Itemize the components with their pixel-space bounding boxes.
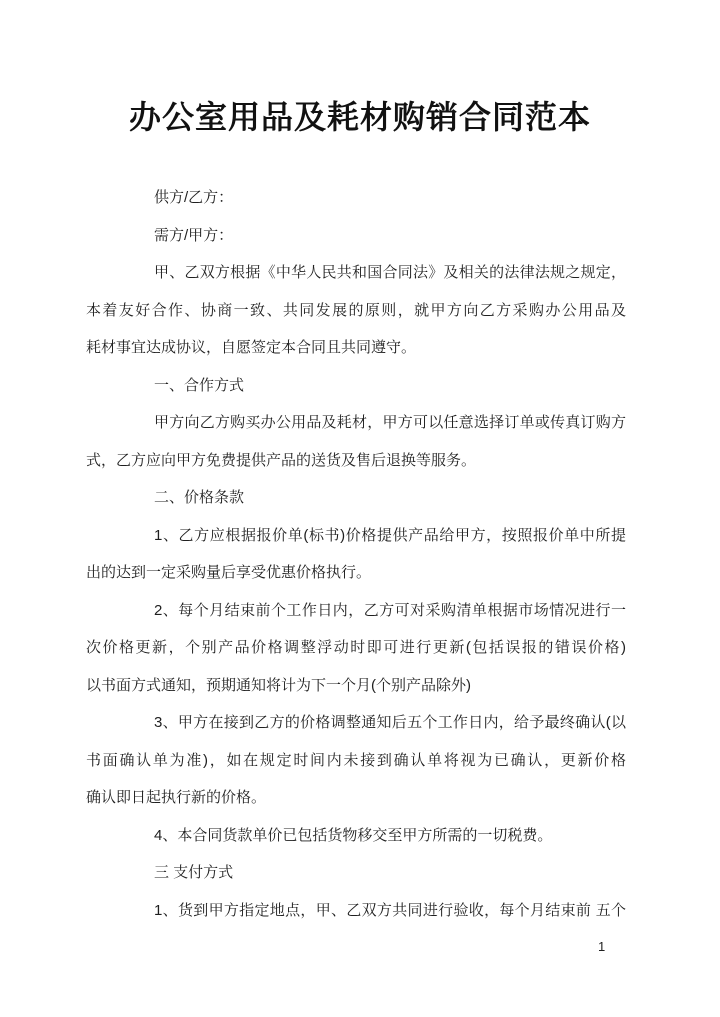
document-line: 确认即日起执行新的价格。 bbox=[86, 789, 267, 806]
document-body bbox=[86, 179, 626, 929]
document-line: 二、价格条款 bbox=[154, 489, 245, 506]
document-line: 以书面方式通知，预期通知将计为下一个月(个别产品除外) bbox=[86, 676, 471, 694]
document-line: 供方/乙方： bbox=[154, 189, 234, 206]
document-line: 3、甲方在接到乙方的价格调整通知后五个工作日内，给予最终确认(以 bbox=[154, 714, 626, 731]
document-line: 1、乙方应根据报价单(标书)价格提供产品给甲方，按照报价单中所提 bbox=[154, 526, 626, 544]
document-line: 书面确认单为准)，如在规定时间内未接到确认单将视为已确认，更新价格 bbox=[86, 751, 626, 769]
document-line: 出的达到一定采购量后享受优惠价格执行。 bbox=[86, 564, 372, 581]
document-line: 耗材事宜达成协议，自愿签定本合同且共同遵守。 bbox=[86, 339, 417, 356]
document-line: 1、货到甲方指定地点，甲、乙双方共同进行验收，每个月结束前 五个 bbox=[154, 901, 626, 919]
document-title: 办公室用品及耗材购销合同范本 bbox=[128, 99, 591, 135]
document-line: 2、每个月结束前个工作日内，乙方可对采购清单根据市场情况进行一 bbox=[154, 601, 626, 619]
document-line: 次价格更新，个别产品价格调整浮动时即可进行更新(包括误报的错误价格) bbox=[86, 639, 626, 656]
document-line: 甲、乙双方根据《中华人民共和国合同法》及相关的法律法规之规定， bbox=[154, 264, 626, 281]
document-line: 式，乙方应向甲方免费提供产品的送货及售后退换等服务。 bbox=[86, 451, 477, 469]
page-number: 1 bbox=[598, 939, 606, 954]
document-line: 4、本合同货款单价已包括货物移交至甲方所需的一切税费。 bbox=[154, 826, 553, 844]
document-line: 本着友好合作、协商一致、共同发展的原则，就甲方向乙方采购办公用品及 bbox=[86, 301, 626, 319]
document-line: 需方/甲方： bbox=[154, 226, 234, 244]
document-line: 甲方向乙方购买办公用品及耗材，甲方可以任意选择订单或传真订购方 bbox=[154, 414, 626, 431]
document-line: 一、合作方式 bbox=[154, 376, 245, 394]
document-line: 三 支付方式 bbox=[154, 864, 234, 881]
